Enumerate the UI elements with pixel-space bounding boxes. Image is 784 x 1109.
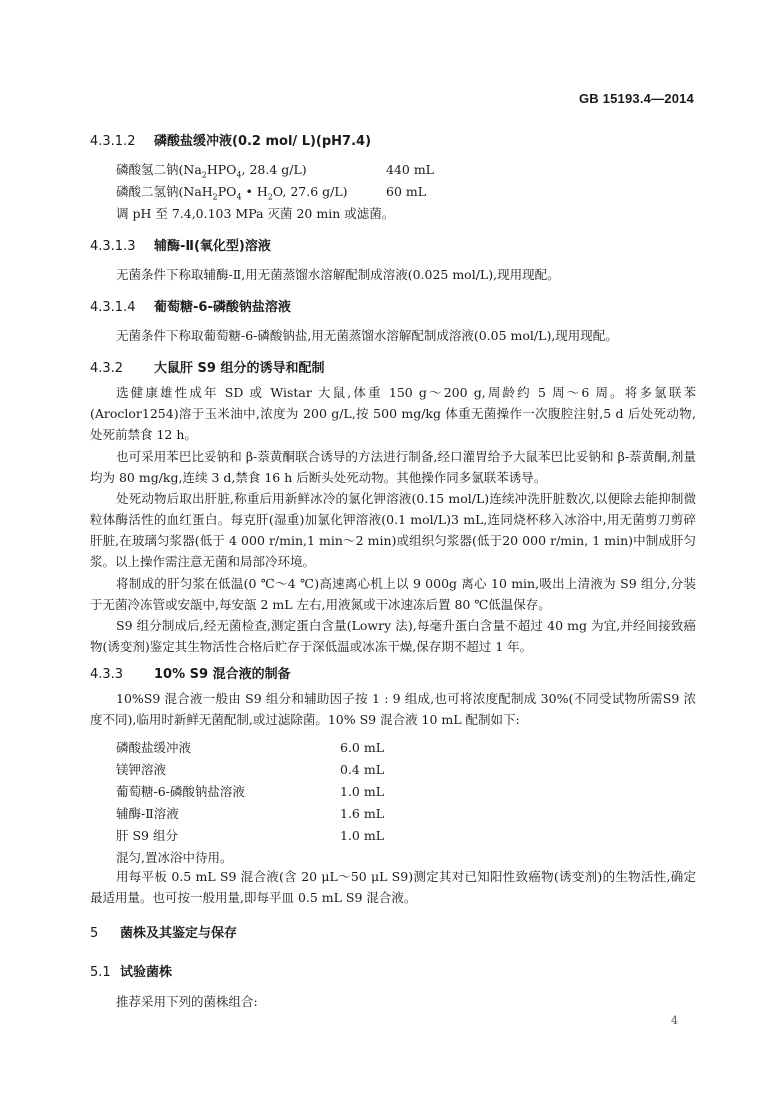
mix-item: 磷酸盐缓冲液 6.0 mL [116,740,385,755]
section-number: 5.1 [90,965,111,980]
section-number: 4.3.1.2 [90,134,136,149]
paragraph: 处死动物后取出肝脏,称重后用新鲜冰冷的氯化钾溶液(0.15 mol/L)连续冲洗肝脏数次,以便除去能抑制微粒体酶活性的血红蛋白。每克肝(湿重)加氯化钾溶液(0.1 mol/L)3 mL,连同烧杯移入冰浴中,用无菌剪刀剪碎肝脏,在玻璃匀浆器(低于 4 000 r/min,1 min～2 min)或组织匀浆器(低于20 000 r/min, 1 min)中制成肝匀浆。以上操作需注意无菌和局部冷环境。 [90,491,696,569]
paragraph: 选健康雄性成年 SD 或 Wistar 大鼠,体重 150 g～200 g,周龄约 5 周～6 周。将多氯联苯(Aroclor1254)溶于玉米油中,浓度为 200 g/L,按 500 mg/kg 体重无菌操作一次腹腔注射,5 d 后处死动物,处死前禁食 12 h。 [90,385,696,442]
section-number: 4.3.2 [90,361,124,376]
reagent-line-nah2po4: 磷酸二氢钠($NaH_2PO_4$ • $H_2O$, 27.6 g/L) 60 mL [116,184,427,202]
section-number: 4.3.3 [90,667,124,682]
section-title: 葡萄糖-6-磷酸钠盐溶液 [154,300,291,315]
reagent-volume: 60 mL [386,184,427,199]
section-title: 10% S9 混合液的制备 [154,667,291,682]
heading-4-3-1-4 [90,296,291,315]
mix-item: 镁钾溶液 0.4 mL [116,762,385,777]
mix-note: 混匀,置冰浴中待用。 [116,850,233,865]
heading-5-1 [90,961,172,980]
standard-code: GB 15193.4—2014 [578,91,694,106]
section-number: 4.3.1.4 [90,300,136,315]
ph-adjust-line: 调 pH 至 7.4,0.103 MPa 灭菌 20 min 或滤菌。 [116,206,395,221]
section-title: 辅酶-Ⅱ(氧化型)溶液 [154,239,271,254]
section-title: 菌株及其鉴定与保存 [120,926,238,941]
heading-4-3-3 [90,663,291,682]
paragraph: 也可采用苯巴比妥钠和 β-萘黄酮联合诱导的方法进行制备,经口灌胃给予大鼠苯巴比妥钠和 β-萘黄酮,剂量均为 80 mg/kg,连续 3 d,禁食 16 h 后断头处死动物。其他操作同多氯联苯诱导。 [90,449,696,485]
paragraph: S9 组分制成后,经无菌检查,测定蛋白含量(Lowry 法),每毫升蛋白含量不超过 40 mg 为宜,并经间接致癌物(诱变剂)鉴定其生物活性合格后贮存于深低温或冰冻干燥,保存期不超过 1 年。 [90,618,696,654]
heading-4-3-2 [90,357,324,376]
section-title: 磷酸盐缓冲液(0.2 mol/ L)(pH7.4) [154,134,372,149]
paragraph: 用每平板 0.5 mL S9 混合液(含 20 μL～50 μL S9)测定其对已知阳性致癌物(诱变剂)的生物活性,确定最适用量。也可按一般用量,即每平皿 0.5 mL S9 混合液。 [90,869,696,905]
paragraph: 无菌条件下称取葡萄糖-6-磷酸钠盐,用无菌蒸馏水溶解配制成溶液(0.05 mol/L),现用现配。 [116,328,618,343]
section-number: 5 [90,926,99,941]
section-title: 大鼠肝 S9 组分的诱导和配制 [154,361,325,376]
page-number: 4 [671,1014,678,1027]
reagent-volume: 440 mL [386,162,434,177]
heading-4-3-1-2 [90,130,371,149]
section-number: 4.3.1.3 [90,239,136,254]
heading-4-3-1-3 [90,235,271,254]
mix-item: 辅酶-Ⅱ溶液 1.6 mL [116,806,385,821]
section-title: 试验菌株 [120,965,173,980]
heading-5 [90,922,237,941]
reagent-line-na2hpo4: 磷酸氢二钠($Na_2HPO_4$, 28.4 g/L) 440 mL [116,162,434,180]
paragraph: 无菌条件下称取辅酶-Ⅱ,用无菌蒸馏水溶解配制成溶液(0.025 mol/L),现用现配。 [116,267,560,282]
paragraph: 将制成的肝匀浆在低温(0 ℃～4 ℃)高速离心机上以 9 000g 离心 10 min,吸出上清液为 S9 组分,分装于无菌冷冻管或安瓿中,每安瓿 2 mL 左右,用液氮或干冰速冻后置 80 ℃低温保存。 [90,576,696,612]
paragraph: 10%S9 混合液一般由 S9 组分和辅助因子按 1 : 9 组成,也可将浓度配制成 30%(不同受试物所需S9 浓度不同),临用时新鲜无菌配制,或过滤除菌。10% S9 混合液 10 mL 配制如下: [90,691,696,727]
mix-item: 葡萄糖-6-磷酸钠盐溶液 1.0 mL [116,784,385,799]
paragraph: 推荐采用下列的菌株组合: [116,994,258,1009]
mix-item: 肝 S9 组分 1.0 mL [116,828,385,843]
